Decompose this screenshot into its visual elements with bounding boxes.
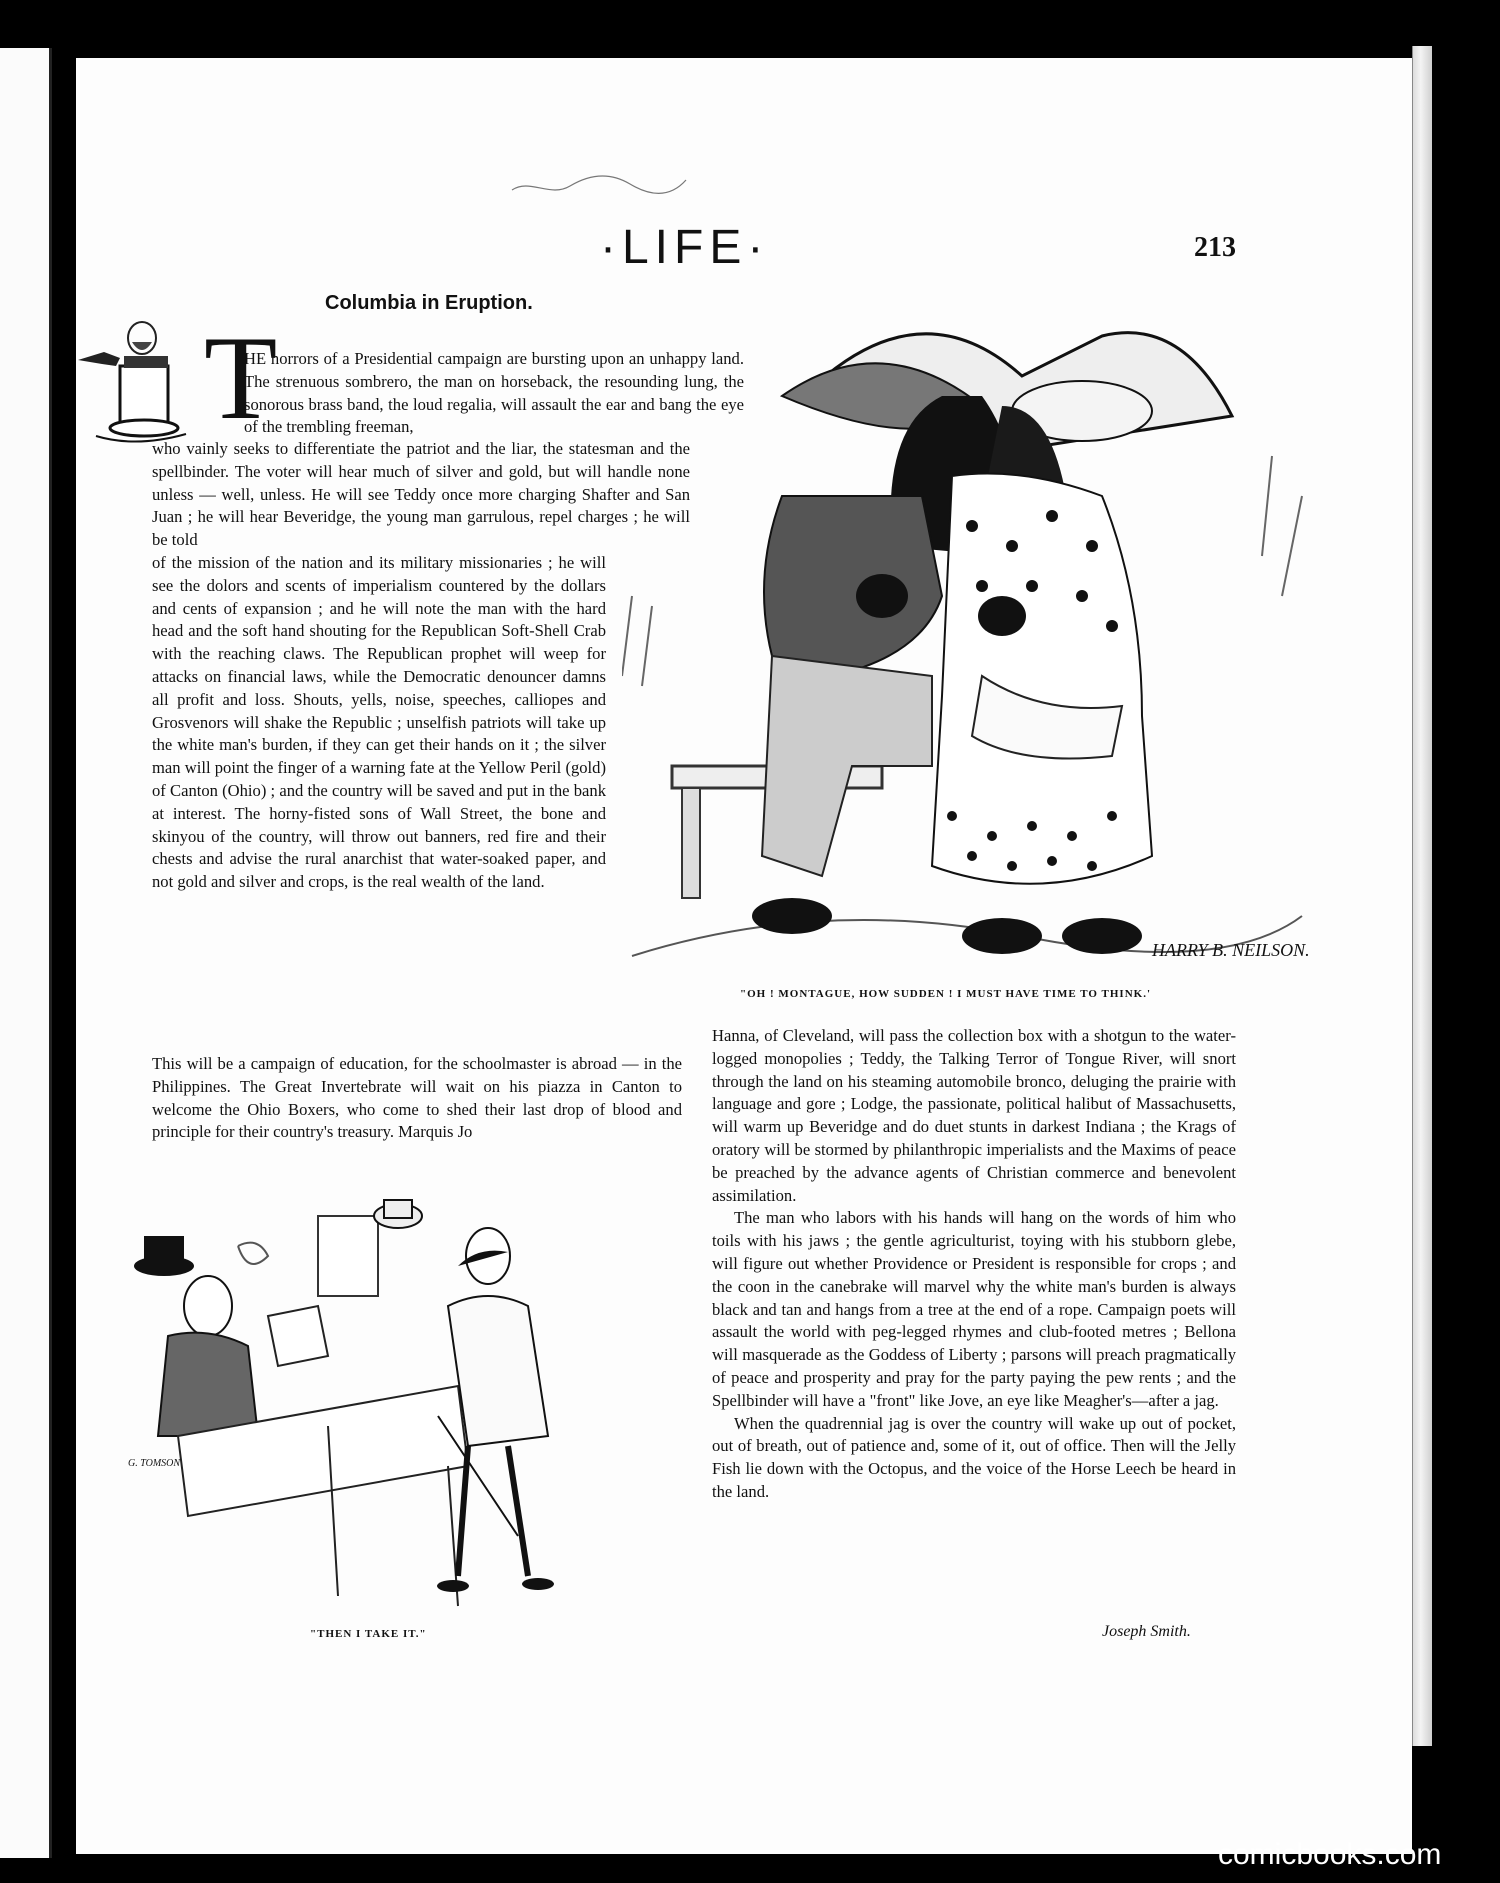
- elephant-couple-illustration: [622, 296, 1312, 976]
- article-title: Columbia in Eruption.: [325, 292, 533, 314]
- intro-continuation: who vainly seeks to differentiate the patriot and the liar, the statesman and the spellbinder. The voter will hear much of silver and gold, but will handle none unless — well, unless. He will see Teddy once more charging Shafter and San Juan ; he will hear Beveridge, the young man garrulous, repel charges ; he will be told: [152, 439, 690, 550]
- left-column-paragraph-2: This will be a campaign of education, for the schoolmaster is abroad — in the Philippines. The Great Invertebrate will wait on his piazza in Canton to welcome the Ohio Boxers, who come to shed their last drop of blood and principle for their country's treasury. Marquis Jo: [152, 1054, 682, 1142]
- figure-in-hat-icon: [76, 318, 206, 448]
- left-column-text: of the mission of the nation and its military missionaries ; he will see the dolors and scents of imperialism countered by the dollars and cents of expansion ; and he will note the man with the hard head and the soft hand shouting for the Republican Soft-Shell Crab with the reaching claws. The Republican prophet will weep for attacks on financial laws, while the Democratic denouncer damns all profit and loss. Shouts, yells, noise, speeches, calliopes and Grosvenors will shake the Republic ; unselfish patriots will take up the white man's burden, if they can get their hands on it ; the silver man will point the finger of a warning fate at the Yellow Peril (gold) of Canton (Ohio) ; and the country will be saved and put in the bank at interest. The horny-fisted sons of Wall Street, the bone and skinyou of the country, will throw out banners, red fire and their chests and advise the rural anarchist that water-soaked paper, and not gold and silver and crops, is the real wealth of the land.: [152, 553, 606, 892]
- drop-cap-letter: T: [204, 311, 278, 444]
- office-scene-illustration: [128, 1196, 628, 1616]
- page-stack-edge: [1412, 46, 1432, 1746]
- right-paragraph-1: Hanna, of Cleveland, will pass the collection box with a shotgun to the water-logged monopolies ; Teddy, the Talking Terror of Tongue River, will snort through the land on his steaming automobile bronco, deluging the prairie with language and gore ; Lodge, the passionate, political halibut of Massachusetts, will warm up Beveridge and do duet stunts in darkest Indiana ; the Krags of oratory will be stormed by philanthropic imperialists and the Maxims of peace be preached by the advance agents of Christian commerce and benevolent assimilation.: [712, 1026, 1236, 1205]
- drop-cap-illustration: [76, 311, 278, 448]
- bottom-illustration-caption: "THEN I TAKE IT.": [310, 1628, 427, 1640]
- intro-paragraph: HE horrors of a Presidential campaign are bursting upon an unhappy land. The strenuous sombrero, the man on horseback, the resounding lung, the sonorous brass band, the loud regalia, will assault the ear and bang the eye of the trembling freeman,: [244, 349, 744, 437]
- adjacent-page-edge: [0, 48, 52, 1858]
- right-column: [712, 1025, 1236, 1504]
- right-paragraph-3: When the quadrennial jag is over the country will wake up out of pocket, out of breath, out of patience and, some of it, out of office. Then will the Jelly Fish lie down with the Octopus, and the voice of the Horse Leech be heard in the land.: [712, 1413, 1236, 1501]
- masthead: ·LIFE·: [600, 221, 770, 274]
- page-number: 213: [1194, 232, 1236, 263]
- bottom-illustration-signature: G. TOMSON: [128, 1458, 181, 1469]
- author-signature: Joseph Smith.: [1102, 1623, 1191, 1640]
- ink-scribble: [510, 168, 690, 208]
- right-paragraph-2: The man who labors with his hands will hang on the words of him who toils with his jaws ; the gentle agriculturist, toying with his stubborn glebe, will figure out whether Providence or President is responsible for crops ; and the coon in the canebrake will marvel why the white man's burden is always black and tan and hangs from a tree at the end of a rope. Campaign poets will assault the world with peg-legged rhymes and club-footed metres ; Bellona will masquerade as the Goddess of Liberty ; parsons will preach pragmatically of peace and prosperity and pray for the party paying the pew rents ; and the Spellbinder will have a "front" like Jove, an eye like Meagher's—after a jag.: [712, 1208, 1236, 1410]
- top-illustration-signature: HARRY B. NEILSON.: [1152, 940, 1310, 960]
- site-watermark: comicbooks.com: [1218, 1838, 1442, 1871]
- top-illustration-caption: "OH ! MONTAGUE, HOW SUDDEN ! I MUST HAVE TIME TO THINK.': [740, 988, 1152, 1000]
